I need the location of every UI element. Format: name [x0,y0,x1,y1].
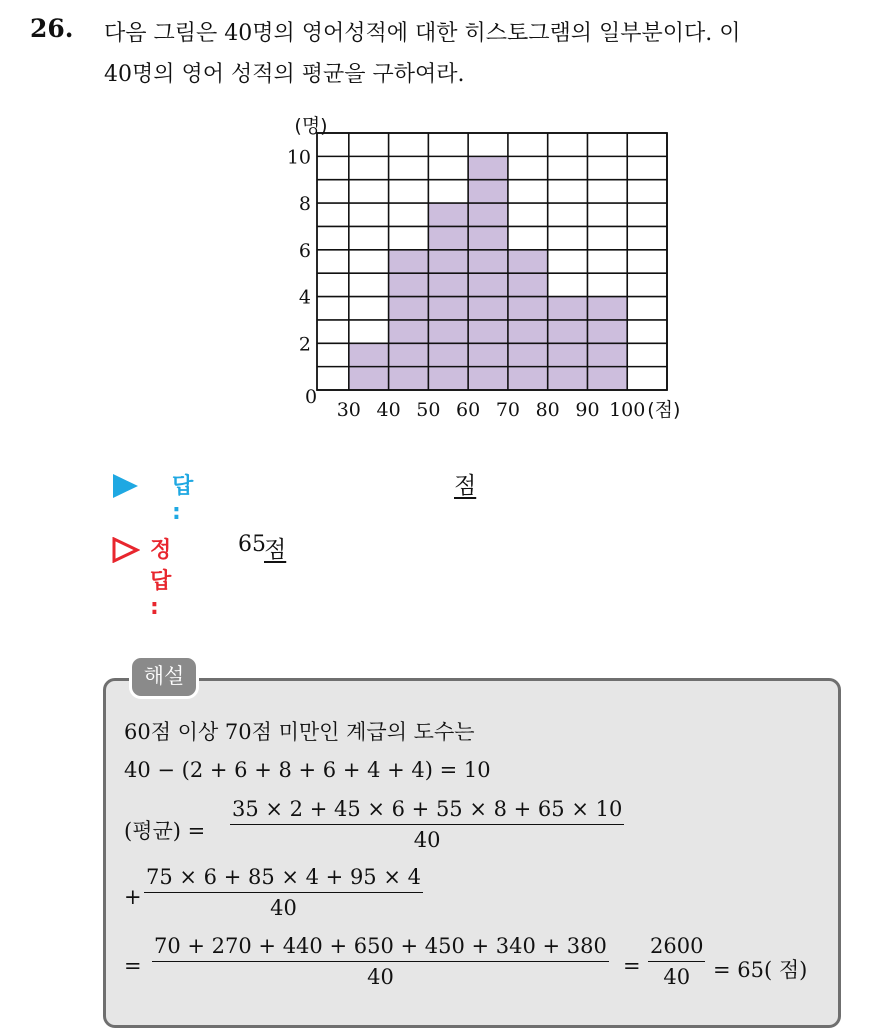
x-tick-label: 60 [456,399,481,421]
fraction-4-denominator: 40 [663,965,691,989]
y-axis-unit-label: (명) [294,115,328,137]
fraction-1-denominator: 40 [413,828,441,852]
correct-answer-unit: 점 [264,537,287,563]
question-text-line1: 다음 그림은 40명의 영어성적에 대한 히스토그램의 일부분이다. 이 [104,21,741,46]
solution-tab: 해설 [129,655,199,699]
fraction-3-numerator: 70 + 270 + 440 + 650 + 450 + 340 + 380 [152,934,609,962]
fraction-2-denominator: 40 [270,896,297,920]
mean-label: (평균) = [124,819,206,843]
fraction-3-denominator: 40 [367,965,394,989]
x-tick-label: 50 [416,399,441,421]
correct-answer-label: 정답 : [150,538,173,620]
origin-label: 0 [304,386,318,408]
fraction-1 [230,797,624,852]
y-tick-label: 2 [298,333,311,356]
solution-line1: 60점 이상 70점 미만인 계급의 도수는 [124,720,475,744]
y-tick-label: 8 [298,193,311,216]
question-text-line2: 40명의 영어 성적의 평균을 구하여라. [104,62,465,87]
y-tick-label: 10 [286,146,311,169]
x-tick-label: 100 [609,399,646,421]
x-tick-label: 30 [336,399,361,421]
x-tick-label: 40 [376,399,401,421]
fraction-2-numerator: 75 × 6 + 85 × 4 + 95 × 4 [144,865,423,893]
question-number: 26. [30,14,74,43]
answer-label: 답 : [172,474,194,525]
fraction-2 [144,865,423,920]
histogram-chart [255,115,695,425]
fraction-4-numerator: 2600 [648,934,705,962]
x-axis-unit-label: (점) [647,399,681,421]
final-result: = 65( 점) [713,958,808,982]
fraction-3 [152,934,609,989]
y-tick-label: 6 [298,239,311,262]
y-tick-label: 4 [298,286,311,309]
correct-answer-value: 65 [238,532,266,557]
solution-line2: 40 − (2 + 6 + 8 + 6 + 4 + 4) = 10 [124,758,491,782]
correct-arrow-icon [112,537,140,563]
fraction-1-numerator: 35 × 2 + 45 × 6 + 55 × 8 + 65 × 10 [230,797,624,825]
x-tick-label: 90 [575,399,600,421]
fraction-4 [648,934,705,989]
x-tick-label: 70 [495,399,521,421]
x-tick-label: 80 [535,399,560,421]
answer-unit: 점 [454,473,477,499]
answer-arrow-icon [112,473,140,499]
plus-sign: + [124,885,142,909]
equals-sign: = [124,954,142,978]
equals-sign-2: = [623,954,641,978]
